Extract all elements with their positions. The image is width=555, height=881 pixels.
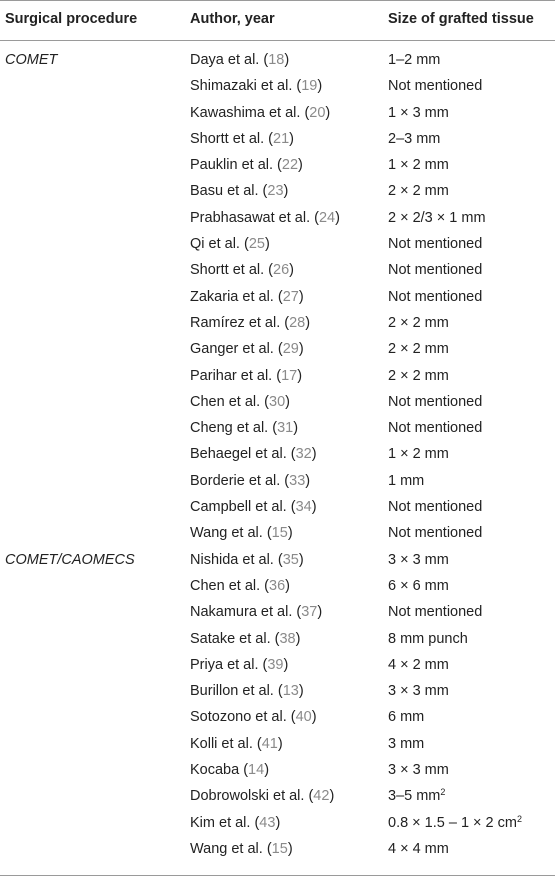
reference-number[interactable]: 15: [271, 525, 288, 542]
table-row: [0, 469, 555, 495]
cell-size-of-grafted-tissue: [388, 499, 482, 515]
reference-number[interactable]: 31: [277, 420, 294, 437]
author-name: Borderie et al.: [190, 472, 281, 489]
author-name: Shortt et al.: [190, 130, 265, 147]
table-row: [0, 548, 555, 574]
author-name: Wang et al.: [190, 840, 263, 857]
cell-size-of-grafted-tissue: [388, 788, 445, 804]
cell-surgical-procedure: COMET: [5, 52, 58, 68]
author-name: Chen et al.: [190, 393, 261, 410]
cell-size-of-grafted-tissue: [388, 815, 522, 831]
cell-author-year: Pauklin et al. (22): [190, 157, 303, 174]
table-row: [0, 521, 555, 547]
table-row: [0, 206, 555, 232]
size-value: 0.8 × 1.5 – 1 × 2 cm: [388, 814, 517, 831]
header-author-year: Author, year: [190, 11, 275, 27]
size-value: Not mentioned: [388, 420, 483, 437]
cell-author-year: Burillon et al. (13): [190, 683, 304, 700]
cell-author-year: Dobrowolski et al. (42): [190, 788, 335, 805]
cell-author-year: Wang et al. (15): [190, 840, 293, 857]
cell-size-of-grafted-tissue: [388, 552, 449, 568]
cell-author-year: Kocaba (14): [190, 762, 270, 779]
author-name: Kocaba: [190, 762, 240, 779]
size-value: 2 × 2/3 × 1 mm: [388, 209, 486, 226]
cell-author-year: Priya et al. (39): [190, 656, 289, 673]
size-value: 2–3 mm: [388, 130, 441, 147]
reference-number[interactable]: 33: [289, 472, 306, 489]
reference-number[interactable]: 37: [301, 604, 318, 621]
author-name: Basu et al.: [190, 183, 259, 200]
cell-author-year: Ganger et al. (29): [190, 341, 304, 358]
table-row: [0, 232, 555, 258]
table-header-rule: [0, 40, 555, 41]
cell-size-of-grafted-tissue: [388, 420, 482, 436]
table-row: [0, 364, 555, 390]
table-row: [0, 784, 555, 810]
cell-author-year: Chen et al. (36): [190, 577, 290, 594]
table-row: [0, 48, 555, 74]
cell-author-year: Kawashima et al. (20): [190, 104, 331, 121]
cell-author-year: Shortt et al. (26): [190, 262, 294, 279]
cell-size-of-grafted-tissue: [388, 578, 449, 594]
cell-size-of-grafted-tissue: [388, 183, 449, 199]
table-row: [0, 732, 555, 758]
reference-number[interactable]: 29: [282, 341, 299, 358]
reference-number[interactable]: 40: [295, 709, 312, 726]
table-row: [0, 495, 555, 521]
reference-number[interactable]: 36: [269, 577, 286, 594]
cell-author-year: Nishida et al. (35): [190, 551, 304, 568]
cell-author-year: Satake et al. (38): [190, 630, 301, 647]
cell-size-of-grafted-tissue: [388, 683, 449, 699]
reference-number[interactable]: 13: [282, 683, 299, 700]
cell-size-of-grafted-tissue: [388, 446, 449, 462]
size-value: 1 × 2 mm: [388, 446, 449, 463]
author-name: Ganger et al.: [190, 341, 274, 358]
table-row: [0, 390, 555, 416]
table-row: [0, 679, 555, 705]
cell-size-of-grafted-tissue: [388, 709, 424, 725]
author-name: Dobrowolski et al.: [190, 788, 305, 805]
table-row: [0, 337, 555, 363]
author-name: Nishida et al.: [190, 551, 274, 568]
cell-size-of-grafted-tissue: [388, 105, 449, 121]
reference-number[interactable]: 22: [281, 157, 299, 174]
reference-number[interactable]: 28: [289, 314, 306, 331]
author-name: Kawashima et al.: [190, 104, 301, 121]
size-value: 8 mm punch: [388, 630, 468, 647]
reference-number[interactable]: 43: [259, 814, 276, 831]
cell-author-year: Cheng et al. (31): [190, 420, 299, 437]
cell-size-of-grafted-tissue: [388, 315, 449, 331]
cell-author-year: Kim et al. (43): [190, 814, 281, 831]
author-name: Satake et al.: [190, 630, 271, 647]
cell-author-year: Shimazaki et al. (19): [190, 78, 323, 95]
size-value: 2 × 2 mm: [388, 367, 449, 384]
size-value: 6 mm: [388, 709, 425, 726]
table-row: [0, 627, 555, 653]
reference-number[interactable]: 25: [248, 236, 265, 253]
size-value: 2 × 2 mm: [388, 341, 449, 358]
table-row: [0, 258, 555, 284]
cell-size-of-grafted-tissue: [388, 131, 440, 147]
reference-number[interactable]: 18: [268, 52, 285, 68]
reference-number[interactable]: 26: [273, 262, 290, 279]
size-value: Not mentioned: [388, 262, 483, 279]
header-size-of-grafted-tissue: Size of grafted tissue: [388, 11, 534, 27]
cell-author-year: Chen et al. (30): [190, 393, 290, 410]
reference-number[interactable]: 32: [295, 446, 312, 463]
table-body: [0, 48, 555, 863]
table-row: [0, 811, 555, 837]
reference-number[interactable]: 24: [318, 209, 336, 226]
size-value: 1 × 2 mm: [388, 157, 449, 174]
table-row: [0, 179, 555, 205]
cell-author-year: Campbell et al. (34): [190, 499, 317, 516]
cell-size-of-grafted-tissue: [388, 631, 468, 647]
reference-number[interactable]: 35: [282, 551, 299, 568]
size-value: 3 × 3 mm: [388, 551, 449, 568]
cell-author-year: Basu et al. (23): [190, 183, 289, 200]
author-name: Prabhasawat et al.: [190, 209, 311, 226]
reference-number[interactable]: 42: [313, 788, 330, 805]
table-row: [0, 311, 555, 337]
size-value: 2 × 2 mm: [388, 314, 449, 331]
table-row: [0, 758, 555, 784]
author-name: Ramírez et al.: [190, 314, 281, 331]
cell-size-of-grafted-tissue: [388, 262, 482, 278]
reference-number[interactable]: 14: [248, 762, 265, 779]
cell-surgical-procedure: COMET/CAOMECS: [5, 551, 135, 568]
cell-author-year: Prabhasawat et al. (24): [190, 209, 340, 226]
table-row: [0, 127, 555, 153]
cell-author-year: Shortt et al. (21): [190, 130, 294, 147]
reference-number[interactable]: 21: [273, 130, 290, 147]
table-row: [0, 416, 555, 442]
cell-author-year: Kolli et al. (41): [190, 735, 283, 752]
cell-size-of-grafted-tissue: [388, 236, 482, 252]
cell-size-of-grafted-tissue: [388, 368, 449, 384]
table-row: [0, 101, 555, 127]
reference-number[interactable]: 38: [279, 630, 296, 647]
cell-size-of-grafted-tissue: [388, 341, 449, 357]
cell-author-year: Borderie et al. (33): [190, 472, 311, 489]
cell-size-of-grafted-tissue: [388, 604, 482, 620]
reference-number[interactable]: 23: [267, 183, 284, 200]
author-name: Kolli et al.: [190, 735, 253, 752]
reference-number[interactable]: 19: [301, 78, 318, 95]
size-value: 3–5 mm: [388, 788, 441, 805]
size-value: Not mentioned: [388, 525, 483, 542]
cell-size-of-grafted-tissue: [388, 157, 449, 173]
cell-size-of-grafted-tissue: [388, 210, 486, 226]
author-name: Burillon et al.: [190, 683, 274, 700]
size-value: Not mentioned: [388, 78, 483, 95]
cell-size-of-grafted-tissue: [388, 289, 482, 305]
reference-number[interactable]: 20: [309, 104, 326, 121]
size-value: 3 × 3 mm: [388, 683, 449, 700]
size-value: 2 × 2 mm: [388, 183, 449, 200]
cell-author-year: Qi et al. (25): [190, 236, 270, 253]
cell-author-year: Nakamura et al. (37): [190, 604, 323, 621]
cell-size-of-grafted-tissue: [388, 394, 482, 410]
author-name: Pauklin et al.: [190, 157, 274, 174]
size-value: 1 mm: [388, 472, 425, 489]
author-name: Chen et al.: [190, 577, 261, 594]
cell-author-year: Behaegel et al. (32): [190, 446, 317, 463]
cell-size-of-grafted-tissue: [388, 736, 424, 752]
table-row: [0, 74, 555, 100]
size-value: 4 × 4 mm: [388, 840, 449, 857]
table-bottom-rule: [0, 875, 555, 876]
reference-number[interactable]: 30: [269, 393, 286, 410]
reference-number[interactable]: 27: [282, 288, 299, 305]
author-name: Shortt et al.: [190, 262, 265, 279]
cell-size-of-grafted-tissue: [388, 525, 482, 541]
table-row: [0, 153, 555, 179]
size-value: 1–2 mm: [388, 52, 441, 68]
author-name: Daya et al.: [190, 52, 260, 68]
size-unit-exponent: 2: [516, 813, 522, 824]
table-row: [0, 600, 555, 626]
cell-size-of-grafted-tissue: [388, 78, 482, 94]
author-name: Kim et al.: [190, 814, 251, 831]
header-surgical-procedure: Surgical procedure: [5, 11, 138, 27]
cell-author-year: Sotozono et al. (40): [190, 709, 317, 726]
reference-number[interactable]: 39: [267, 656, 284, 673]
size-value: Not mentioned: [388, 499, 483, 516]
author-name: Parihar et al.: [190, 367, 273, 384]
size-value: 3 × 3 mm: [388, 762, 449, 779]
reference-number[interactable]: 34: [295, 499, 312, 516]
table-row: [0, 653, 555, 679]
table-row: [0, 705, 555, 731]
author-name: Behaegel et al.: [190, 446, 287, 463]
cell-size-of-grafted-tissue: [388, 762, 449, 778]
size-value: 3 mm: [388, 735, 425, 752]
cell-author-year: Parihar et al. (17): [190, 367, 303, 384]
size-value: 1 × 3 mm: [388, 104, 449, 121]
size-value: 6 × 6 mm: [388, 577, 449, 594]
size-value: Not mentioned: [388, 604, 483, 621]
author-name: Cheng et al.: [190, 420, 269, 437]
size-unit-exponent: 2: [440, 787, 446, 798]
table-row: [0, 442, 555, 468]
table-row: [0, 574, 555, 600]
cell-author-year: Ramírez et al. (28): [190, 314, 311, 331]
reference-number[interactable]: 15: [271, 840, 288, 857]
cell-size-of-grafted-tissue: [388, 52, 440, 68]
author-name: Zakaria et al.: [190, 288, 274, 305]
cell-author-year: Zakaria et al. (27): [190, 288, 304, 305]
table-header-row: [0, 0, 555, 40]
table-row: [0, 837, 555, 863]
size-value: Not mentioned: [388, 288, 483, 305]
size-value: Not mentioned: [388, 236, 483, 253]
author-name: Qi et al.: [190, 236, 240, 253]
reference-number[interactable]: 17: [281, 367, 298, 384]
table-row: [0, 285, 555, 311]
author-name: Wang et al.: [190, 525, 263, 542]
size-value: Not mentioned: [388, 393, 483, 410]
cell-author-year: Wang et al. (15): [190, 525, 293, 542]
author-name: Nakamura et al.: [190, 604, 293, 621]
author-name: Campbell et al.: [190, 499, 287, 516]
cell-size-of-grafted-tissue: [388, 841, 449, 857]
cell-size-of-grafted-tissue: [388, 473, 424, 489]
author-name: Shimazaki et al.: [190, 78, 293, 95]
size-value: 4 × 2 mm: [388, 656, 449, 673]
author-name: Sotozono et al.: [190, 709, 287, 726]
cell-author-year: Daya et al. (18): [190, 52, 290, 68]
cell-size-of-grafted-tissue: [388, 657, 449, 673]
reference-number[interactable]: 41: [261, 735, 278, 752]
author-name: Priya et al.: [190, 656, 259, 673]
